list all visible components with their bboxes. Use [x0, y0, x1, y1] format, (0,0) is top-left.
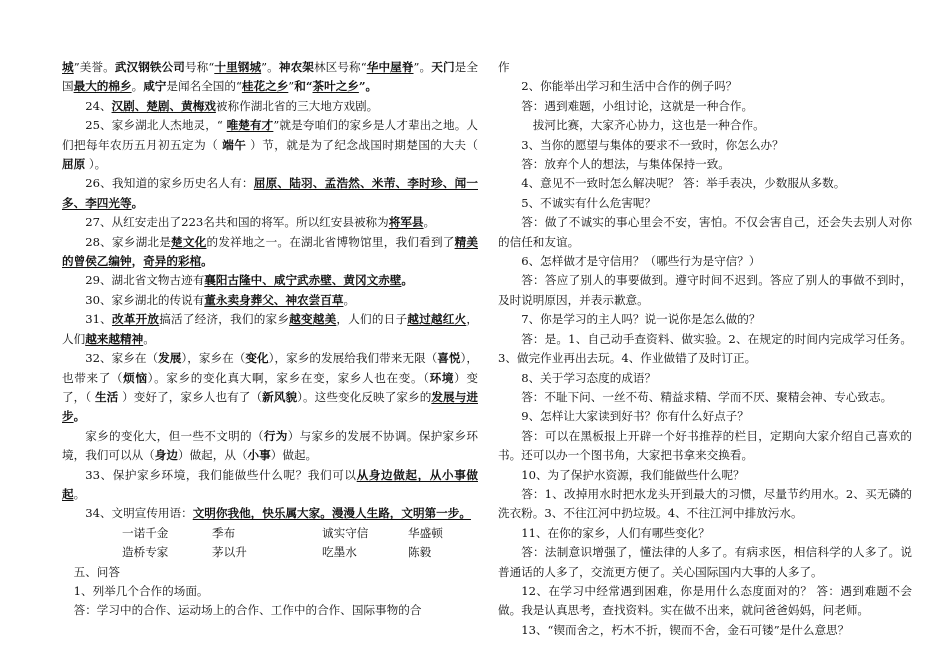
answer-1: 答：学习中的合作、运动场上的合作、工作中的合作、国际事物的合 — [73, 603, 422, 618]
text-run: ”。 — [413, 60, 432, 74]
key-term: 越来越精神 — [85, 331, 144, 346]
key-term: 汉剧、楚剧、黄梅戏 — [111, 98, 216, 113]
key-term: 华中屋脊 — [366, 60, 414, 74]
bold-text: 端午 — [222, 137, 247, 152]
text-run: 31、 — [85, 312, 112, 327]
key-term: 越变越美 — [289, 312, 337, 327]
bold-text: 。 — [73, 409, 86, 424]
text-run: ）。 — [85, 157, 107, 172]
name-cell: 一诺千金 — [122, 525, 169, 540]
text-run: ，人们的日子 — [336, 312, 408, 327]
question-6: 6、怎样做才是守信用？（哪些行为是守信？） — [521, 254, 761, 269]
text-run: 是全国 — [62, 60, 478, 94]
text-run: 26、我知道的家乡历史名人有： — [85, 176, 254, 191]
text-run: ）。家乡的变化真大啊，家乡在变，家乡人也在变。（ — [147, 370, 430, 385]
text-run: 搞活了经济，我们的家乡 — [159, 312, 290, 327]
text-run: 25、家乡湖北人杰地灵，“ — [85, 118, 227, 133]
key-term: 从身边做起，从小事做起 — [62, 467, 478, 501]
text-run: 34、文明宣传用语： — [85, 506, 193, 521]
answer-1-cont: 作 — [498, 60, 510, 74]
text-run: 32、家乡在（ — [85, 351, 159, 366]
text-run: ” — [288, 79, 295, 94]
text-run: 。 — [73, 486, 86, 501]
para-29 — [62, 271, 478, 290]
text-run: 是闻名全国的“ — [166, 79, 242, 94]
text-run: 的发祥地之一。在湖北省博物馆里，我们看到了 — [206, 234, 455, 249]
question-13: 13、“锲而舍之，朽木不折，锲而不舍，金石可镂”是什么意思？ — [521, 622, 850, 637]
name-cell: 陈毅 — [408, 545, 432, 560]
text-run: ）节，就是为了纪念战国时期楚国的大夫（ — [246, 137, 479, 152]
text-run: ），家乡的发展给我们带来无限（ — [268, 351, 438, 366]
text-run: 30、家乡湖北的传说有 — [85, 292, 205, 307]
bold-text: 。 — [401, 273, 414, 288]
key-term: 楚文化 — [171, 234, 207, 249]
answer-2: 答：遇到难题，小组讨论，这就是一种合作。 — [521, 98, 754, 113]
para-32 — [62, 349, 478, 427]
para-28 — [62, 233, 478, 272]
answer-10: 答：1、改掉用水时把水龙头开到最大的习惯，尽量节约用水。2、买无磷的洗衣粉。3、不往江河中扔垃圾。4、不往江河中排放污水。 — [498, 486, 912, 521]
key-term: 文明你我他，快乐属大家。漫漫人生路，文明第一步。 — [192, 506, 471, 521]
name-cell: 季布 — [212, 525, 236, 540]
para-30 — [62, 291, 478, 310]
text-run: ）。这些变化反映了家乡的 — [297, 389, 432, 404]
bold-text: 屈原 — [62, 157, 86, 172]
bold-text: ”。 — [358, 79, 378, 94]
bold-text: 发展 — [158, 351, 182, 366]
bold-text: 。 — [201, 254, 213, 269]
bold-text: 和“ — [294, 79, 313, 94]
para-26 — [62, 174, 478, 213]
text-run: 。 — [343, 292, 356, 307]
para-33 — [62, 466, 478, 505]
question-3: 3、当你的愿望与集体的要求不一致时，你怎么办？ — [521, 137, 784, 152]
para-34 — [62, 504, 478, 523]
name-cell: 华盛顿 — [408, 525, 443, 540]
key-term: 桂花之乡 — [241, 79, 289, 94]
para-24 — [62, 97, 478, 116]
name-cell: 诚实守信 — [322, 525, 369, 540]
right-column — [498, 58, 912, 640]
name-cell: 造桥专家 — [122, 545, 169, 560]
bold-text: 。 — [131, 195, 144, 210]
question-7: 7、你是学习的主人吗？说一说你是怎么做的？ — [521, 312, 761, 327]
bold-text: 咸宁 — [143, 79, 167, 94]
text-run: ）与家乡的发展不协调。保护家乡环境，我们可以从（ — [62, 428, 478, 463]
key-term: 城 — [62, 60, 74, 74]
bold-text: 环境 — [429, 370, 455, 385]
para-first — [62, 58, 478, 97]
question-5: 5、不诚实有什么危害呢？ — [521, 195, 657, 210]
bold-text: 烦恼 — [123, 370, 148, 385]
text-run: 27、从红安走出了223名共和国的将军。所以红安县被称为 — [85, 215, 389, 230]
para-25 — [62, 116, 478, 174]
key-term: 屈原、陆羽、孟浩然、米芾、李时珍、闻一多、李四光等 — [62, 176, 478, 210]
text-run: ），也带来了（ — [62, 351, 478, 385]
text-run: ）变了，（ — [62, 370, 478, 404]
key-term: 最大的棉乡 — [73, 79, 132, 94]
answer-5: 答：做了不诚实的事心里会不安，害怕。不仅会害自己，还会失去别人对你的信任和友谊。 — [498, 215, 912, 249]
text-run: 家乡的变化大，但一些不文明的（ — [85, 428, 264, 443]
key-term: 唯楚有才 — [226, 118, 274, 133]
name-table — [122, 524, 478, 563]
text-run: 24、 — [85, 98, 112, 113]
key-term: 十里钢城 — [214, 60, 262, 74]
left-column — [62, 58, 478, 621]
key-term: 发展与进步 — [62, 389, 478, 424]
key-term: 襄阳古隆中、咸宁武赤壁、黄冈文赤壁 — [204, 273, 402, 288]
question-11: 11、在你的家乡，人们有哪些变化？ — [521, 525, 710, 540]
bold-text: 喜悦 — [437, 351, 461, 366]
text-run: 28、家乡湖北是 — [85, 234, 172, 249]
text-run: ”就是夸咱们的家乡是人才辈出之地。人们把每年农历五月初五定为（ — [62, 118, 478, 152]
bold-text: 神农架 — [278, 60, 314, 74]
name-cell: 茅以升 — [212, 545, 247, 560]
question-2: 2、你能举出学习和生活中合作的例子吗？ — [521, 79, 738, 94]
text-run: 。 — [131, 79, 144, 94]
bold-text: 生活 — [94, 389, 119, 404]
answer-2b: 拔河比赛，大家齐心协力，这也是一种合作。 — [532, 118, 765, 133]
bold-text: 新风貌 — [262, 389, 298, 404]
text-run: 。 — [423, 215, 436, 230]
para-32b — [62, 427, 478, 466]
text-run: ）做起。 — [270, 448, 318, 463]
bold-text: 武汉钢铁公司 — [114, 60, 185, 74]
key-term: 精美的曾侯乙编钟 — [62, 234, 478, 269]
answer-11: 答：法制意识增强了，懂法律的人多了。有病求医，相信科学的人多了。说普通话的人多了，交流更方便了。关心国际国内大事的人多了。 — [498, 545, 912, 579]
text-run: 号称“ — [184, 60, 215, 74]
qa-4: 4、意见不一致时怎么解决呢？ 答：举手表决，少数服从多数。 — [521, 176, 846, 191]
bold-text: 身边 — [154, 448, 178, 463]
para-31 — [62, 310, 478, 349]
section-heading: 五、问答 — [73, 564, 120, 579]
text-run: 29、湖北省文物古迹有 — [85, 273, 205, 288]
key-term: 将军县 — [388, 215, 424, 230]
text-run: 林区号称“ — [313, 60, 367, 74]
text-run: 33、保护家乡环境，我们能做些什么呢？我们可以 — [85, 467, 357, 482]
question-10: 10、为了保护水资源，我们能做些什么呢？ — [521, 467, 745, 482]
text-run: ，人们 — [62, 312, 478, 346]
bold-text: ， — [131, 254, 144, 269]
bold-text: 天门 — [431, 60, 455, 74]
bold-text: 行为 — [263, 428, 288, 443]
answer-6: 答：答应了别人的事要做到。遵守时间不迟到。答应了别人的事做不到时，及时说明原因，并表示歉意。 — [498, 273, 912, 307]
answer-8: 答：不耻下问、一丝不苟、精益求精、学而不厌、聚精会神、专心致志。 — [521, 389, 893, 404]
text-run: ”美誉。 — [73, 60, 115, 74]
name-cell: 吃墨水 — [322, 545, 357, 560]
text-run: 。 — [143, 331, 155, 346]
key-term: 奇异的彩棺 — [143, 254, 202, 269]
text-run: ），家乡在（ — [181, 351, 246, 366]
qa-12: 12、在学习中经常遇到困难，你是用什么态度面对的？ 答：遇到难题不会做。我是认真思考，查找资料。实在做不出来，就问爸爸妈妈，问老师。 — [498, 583, 912, 618]
key-term: 茶叶之乡 — [312, 79, 359, 94]
answer-3: 答：放弃个人的想法，与集体保持一致。 — [521, 157, 730, 172]
para-27 — [62, 213, 478, 232]
answer-7: 答：是。1、自己动手查资料、做实验。2、在规定的时间内完成学习任务。3、做完作业再出去玩。4、作业做错了及时订正。 — [498, 331, 912, 366]
text-run: ）变好了，家乡人也有了（ — [118, 389, 263, 404]
key-term: 董永卖身葬父、神农尝百草 — [204, 292, 344, 307]
text-run: ”。 — [261, 60, 279, 74]
question-1: 1、列举几个合作的场面。 — [73, 583, 209, 598]
key-term: 改革开放 — [111, 312, 160, 327]
text-run: ）做起，从（ — [177, 448, 248, 463]
text-run: 被称作湖北省的三大地方戏剧。 — [215, 98, 379, 113]
answer-9: 答：可以在黑板报上开辟一个好书推荐的栏目，定期向大家介绍自己喜欢的书。还可以办一个图书角，大家把书拿来交换看。 — [498, 428, 912, 463]
bold-text: 小事 — [247, 448, 271, 463]
question-9: 9、怎样让大家读到好书？你有什么好点子？ — [521, 409, 749, 424]
key-term: 越过越红火 — [407, 312, 467, 327]
question-8: 8、关于学习态度的成语？ — [521, 370, 657, 385]
bold-text: 变化 — [245, 351, 269, 366]
